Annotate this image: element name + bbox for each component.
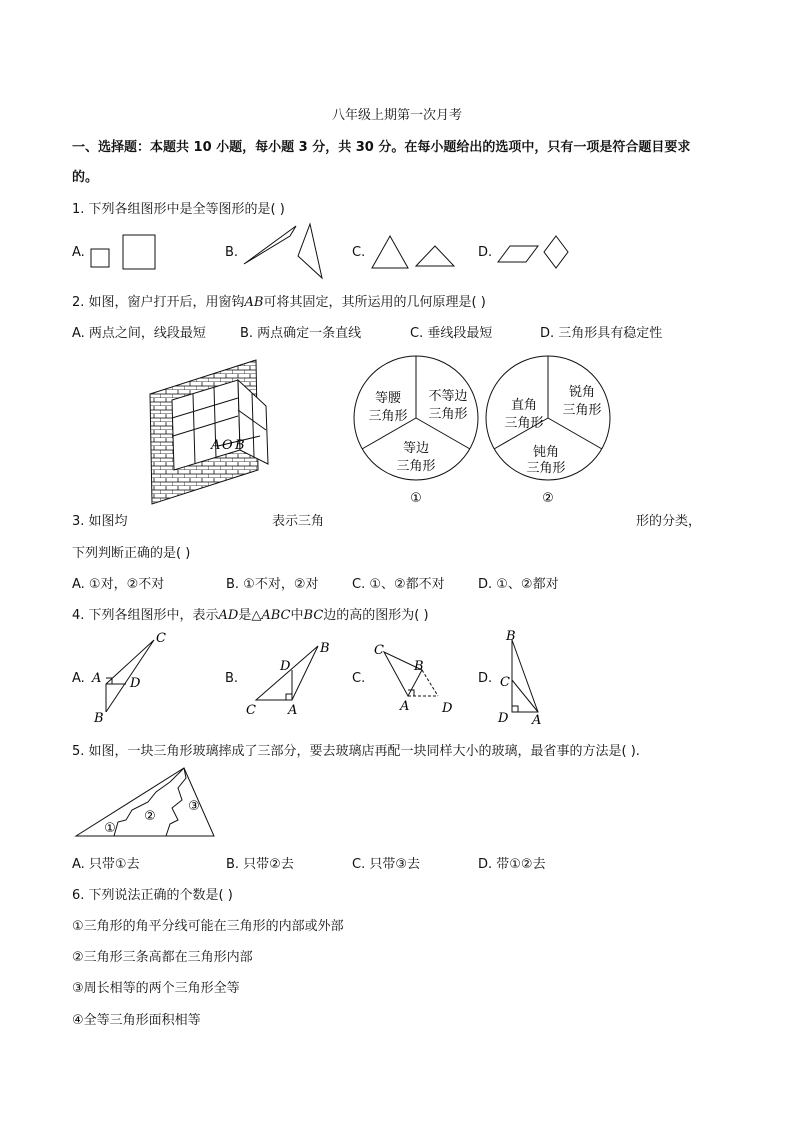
q4-figure-d: [494, 628, 564, 728]
q1-option-b-label: B.: [225, 245, 239, 260]
q4a-label-a: A: [92, 671, 102, 686]
q4-option-d-label: D.: [478, 671, 493, 686]
q2-stem-var: AB: [244, 295, 264, 310]
q4b-label-a: A: [288, 703, 298, 718]
q4-var-ad: AD: [218, 608, 239, 623]
q5-option-d: D. 带①②去: [478, 857, 546, 872]
q5-broken-glass-figure: [74, 764, 219, 840]
q3-stem-part-a: 3. 如图均: [72, 514, 128, 529]
q4d-label-c: C: [500, 675, 510, 690]
q1-option-d-label: D.: [478, 245, 493, 260]
q2-label-b: B: [235, 438, 245, 453]
q2-stem-post: 可将其固定，其所运用的几何原理是( ): [263, 295, 486, 310]
q1-option-a-label: A.: [72, 245, 85, 260]
q5-piece-3: ③: [188, 799, 200, 814]
q3-stem-part-c: 形的分类，: [636, 514, 702, 529]
q4b-label-d: D: [280, 659, 291, 674]
q4c-label-d: D: [442, 701, 453, 716]
q4d-label-a: A: [532, 713, 542, 728]
q2-option-c: C. 垂线段最短: [410, 326, 493, 341]
q1-figure-b-triangles: [240, 222, 330, 282]
circle1-mark: ①: [410, 491, 422, 506]
q5-option-c: C. 只带③去: [352, 857, 420, 872]
q1-figure-a-squares: [88, 232, 168, 272]
q6-item-3: ③周长相等的两个三角形全等: [72, 981, 240, 996]
q4-figure-b: [240, 636, 340, 716]
q4d-label-d: D: [498, 711, 509, 726]
q5-piece-1: ①: [104, 821, 116, 836]
q4-stem-mid2: 中: [290, 608, 304, 623]
q2-stem: [72, 291, 486, 310]
circle2-sector3-line2: 三角形: [526, 461, 566, 476]
q2-option-a: A. 两点之间，线段最短: [72, 326, 206, 341]
q5-stem: 5. 如图，一块三角形玻璃摔成了三部分，要去玻璃店再配一块同样大小的玻璃，最省事的方法是( ).: [72, 744, 640, 759]
q4-option-c-label: C.: [352, 671, 366, 686]
q6-item-1: ①三角形的角平分线可能在三角形的内部或外部: [72, 919, 344, 934]
q4-stem-mid1: 是: [238, 608, 252, 623]
q5-option-a: A. 只带①去: [72, 857, 140, 872]
circle1-sector3-line2: 三角形: [396, 459, 436, 474]
q2-window-figure: [148, 358, 278, 508]
q3-option-a: A. ①对，②不对: [72, 577, 165, 592]
q4c-label-a: A: [400, 699, 410, 714]
q2-option-b: B. 两点确定一条直线: [240, 326, 362, 341]
q3-stem-part-b: 表示三角: [272, 514, 325, 529]
q4d-label-b: B: [506, 629, 516, 644]
q4-var-abc: △ABC: [251, 608, 291, 623]
q3-option-b: B. ①不对，②对: [226, 577, 319, 592]
q4a-label-c: C: [156, 631, 166, 646]
circle2-sector1-line1: 直角: [510, 398, 538, 413]
circle2-mark: ②: [542, 491, 554, 506]
circle1-sector1-line2: 三角形: [368, 409, 408, 424]
q4-stem-post: 边的高的图形为( ): [323, 608, 429, 623]
q1-option-c-label: C.: [352, 245, 366, 260]
circle1-sector2-line2: 三角形: [428, 407, 468, 422]
circle2-sector2-line2: 三角形: [562, 403, 602, 418]
q4a-label-d: D: [130, 676, 141, 691]
q4b-label-b: B: [320, 641, 330, 656]
q6-stem: 6. 下列说法正确的个数是( ): [72, 888, 233, 903]
section-heading-line2: 的。: [72, 170, 99, 185]
q4c-label-c: C: [374, 643, 384, 658]
q4c-label-b: B: [414, 659, 424, 674]
q2-stem-pre: 2. 如图，窗户打开后，用窗钩: [72, 295, 245, 310]
circle1-sector3-line1: 等边: [402, 441, 430, 456]
page-title: 八年级上期第一次月考: [331, 108, 462, 123]
q3-circle-2: [484, 354, 624, 504]
q2-option-d: D. 三角形具有稳定性: [540, 326, 663, 341]
circle1-sector1-line1: 等腰: [374, 391, 402, 406]
q4-stem: [72, 604, 429, 623]
circle2-sector3-line1: 钝角: [532, 445, 560, 460]
q6-item-4: ④全等三角形面积相等: [72, 1013, 201, 1028]
q3-circle-1: [352, 354, 482, 504]
q4b-label-c: C: [246, 703, 256, 718]
q4-option-a-label: A.: [72, 671, 85, 686]
q4-option-b-label: B.: [225, 671, 239, 686]
q2-label-a: A: [211, 438, 221, 453]
q1-figure-d-shapes: [494, 232, 574, 272]
q4-figure-c: [368, 640, 468, 720]
circle1-sector2-line1: 不等边: [428, 389, 468, 404]
q1-figure-c-triangles: [368, 232, 468, 272]
q4a-label-b: B: [94, 711, 104, 726]
q6-item-2: ②三角形三条高都在三角形内部: [72, 950, 253, 965]
q5-option-b: B. 只带②去: [226, 857, 294, 872]
circle2-sector1-line2: 三角形: [504, 416, 544, 431]
q3-stem-line2: 下列判断正确的是( ): [72, 546, 191, 561]
q5-piece-2: ②: [144, 809, 156, 824]
q4-var-bc: BC: [303, 608, 324, 623]
q4-figure-a: [86, 630, 176, 726]
q4-stem-pre: 4. 下列各组图形中，表示: [72, 608, 219, 623]
q1-stem: 1. 下列各组图形中是全等图形的是( ): [72, 202, 285, 217]
section-heading-line1: 一、选择题：本题共 10 小题，每小题 3 分，共 30 分。在每小题给出的选项中，只有一项是符合题目要求: [72, 140, 691, 155]
circle2-sector2-line1: 锐角: [568, 385, 596, 400]
q3-option-c: C. ①、②都不对: [352, 577, 445, 592]
q3-option-d: D. ①、②都对: [478, 577, 559, 592]
q2-label-o: O: [222, 438, 233, 453]
